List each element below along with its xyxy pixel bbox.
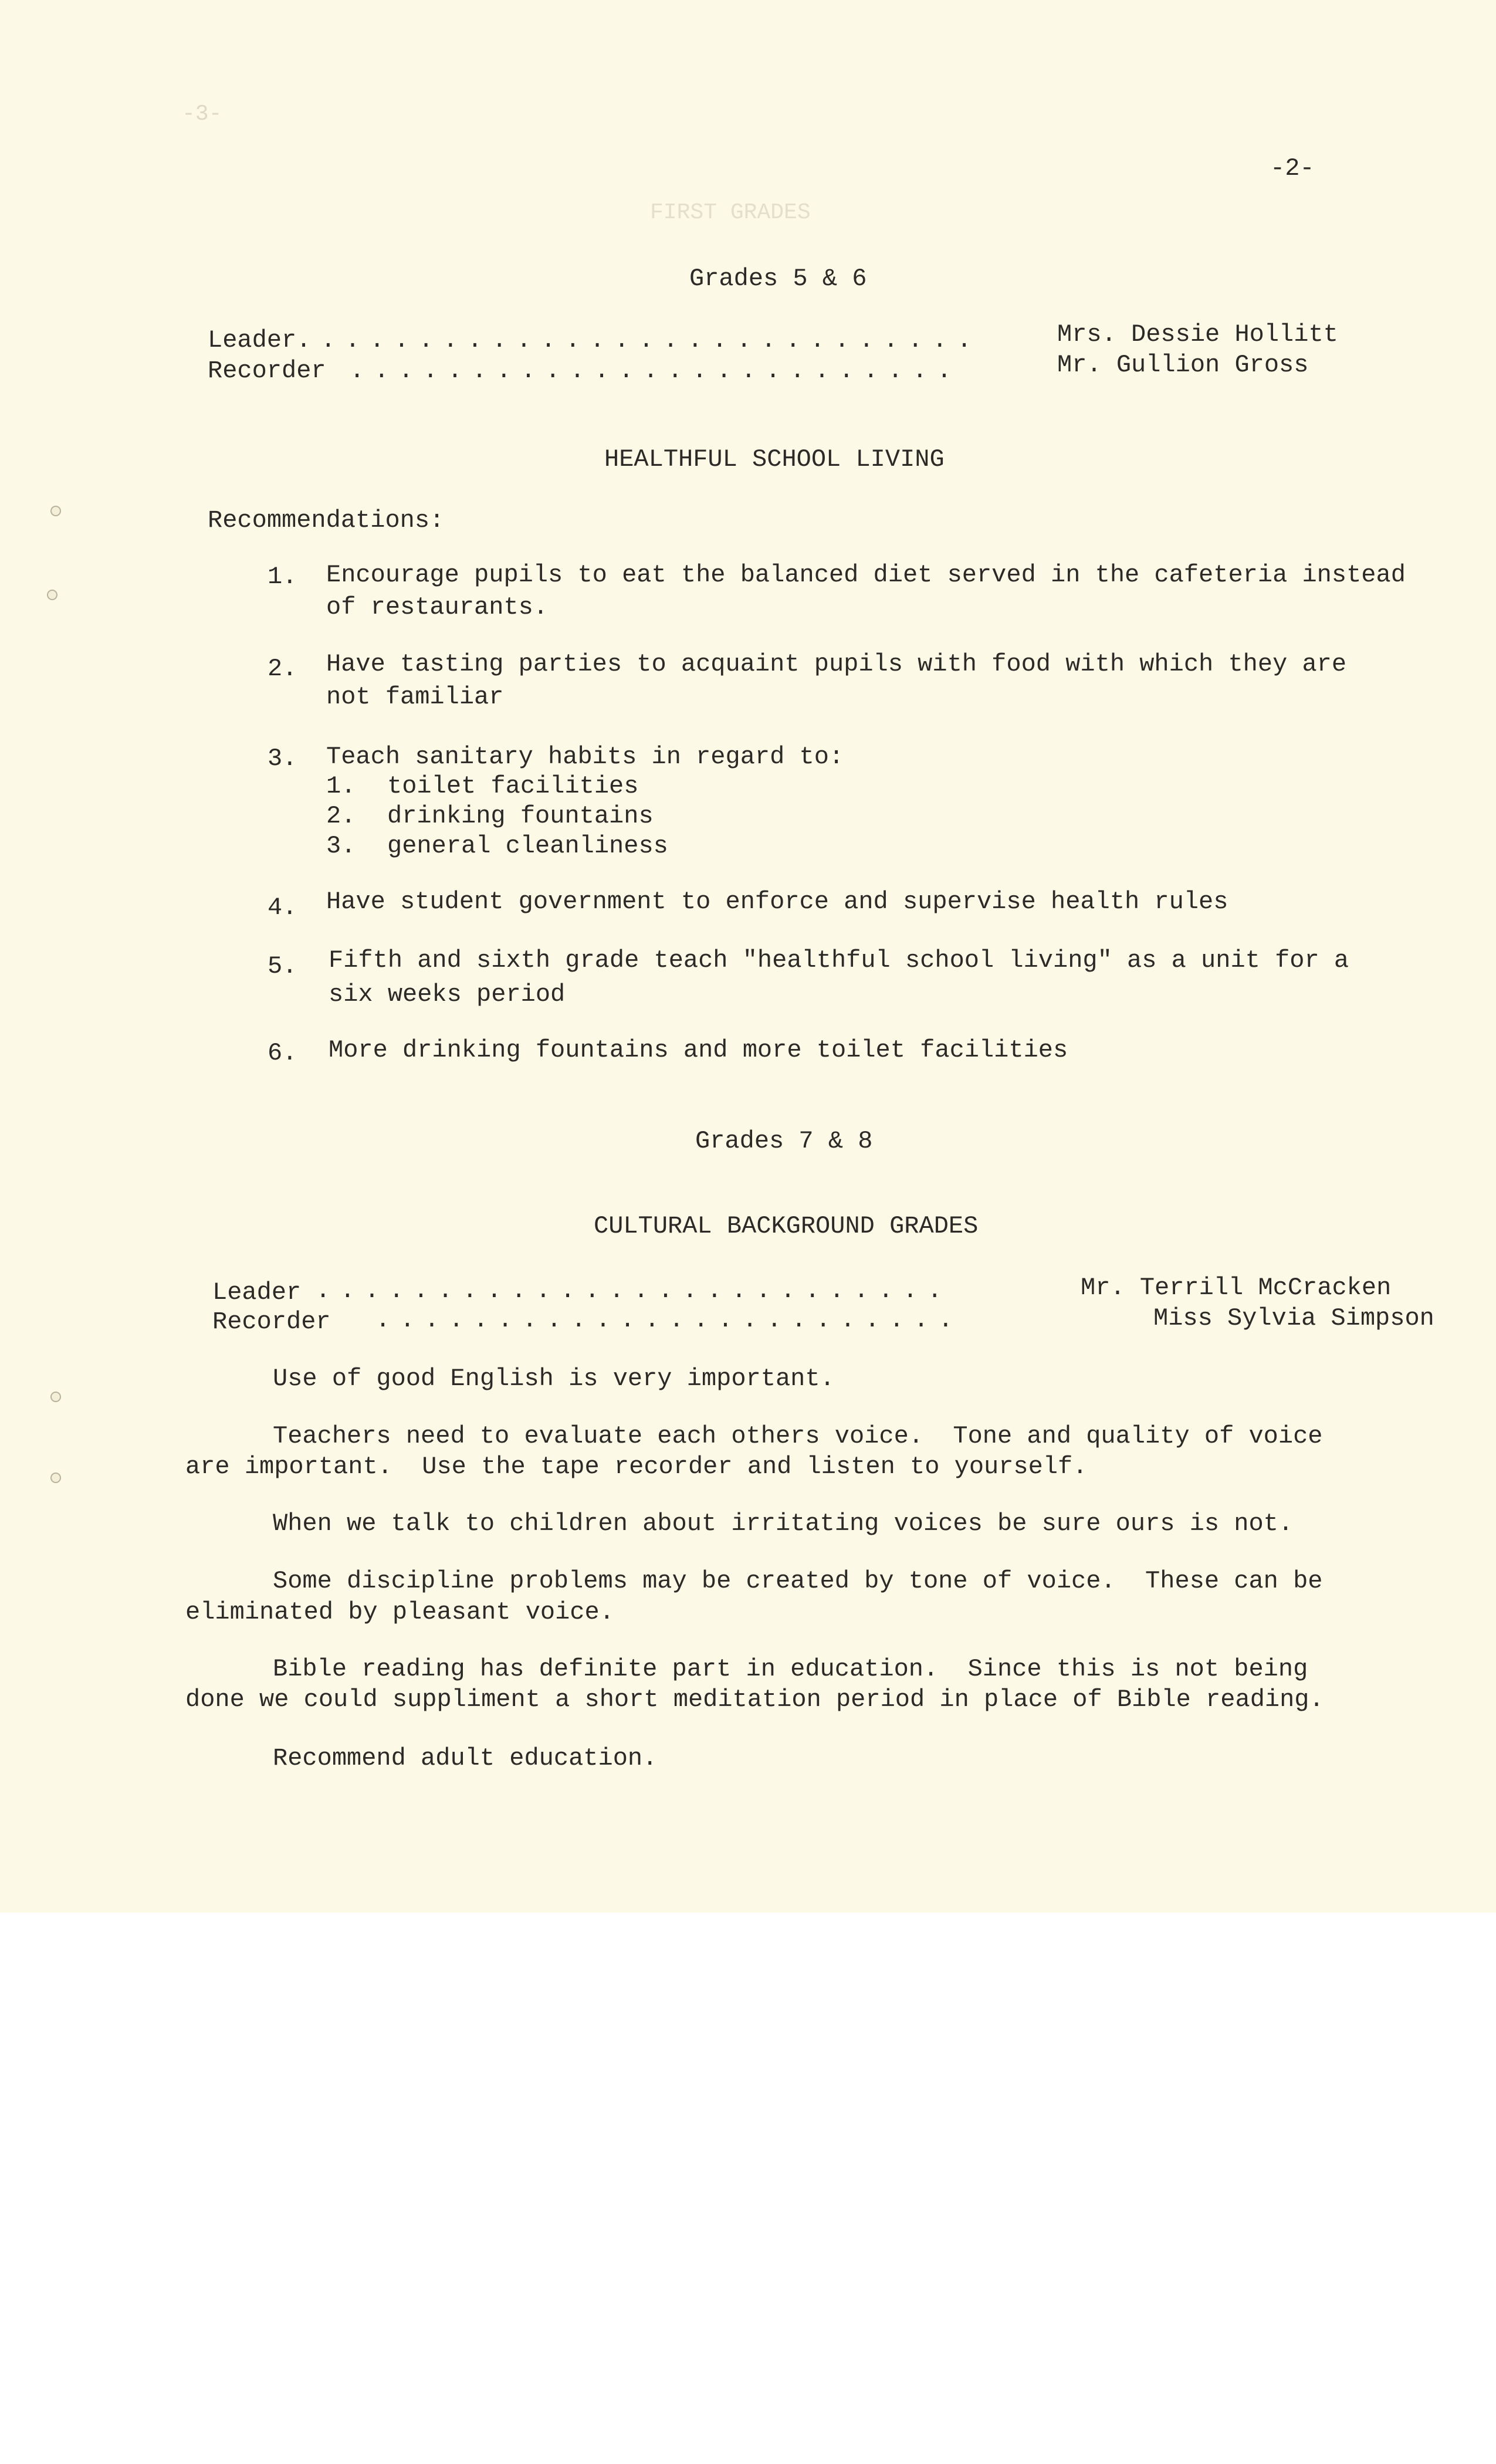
paragraph: Recommend adult education. bbox=[273, 1744, 658, 1772]
item-text: Have student government to enforce and supervise health rules bbox=[326, 888, 1228, 916]
punch-hole bbox=[50, 506, 61, 516]
item-text: Have tasting parties to acquaint pupils with food with which they are bbox=[326, 650, 1347, 678]
paragraph: Teachers need to evaluate each others voice. Tone and quality of voice bbox=[273, 1422, 1323, 1450]
recorder-label: Recorder bbox=[212, 1308, 331, 1336]
recorder-label: Recorder bbox=[208, 357, 326, 385]
punch-hole bbox=[47, 590, 57, 600]
item-number: 1. bbox=[268, 563, 297, 591]
subitem-text: drinking fountains bbox=[387, 802, 654, 830]
leader-dot-leader: .......................... bbox=[316, 1277, 952, 1305]
item-text: More drinking fountains and more toilet facilities bbox=[329, 1036, 1068, 1064]
item-text: of restaurants. bbox=[326, 593, 549, 621]
section-title: HEALTHFUL SCHOOL LIVING bbox=[604, 445, 945, 473]
item-number: 5. bbox=[268, 952, 297, 980]
bleed-through-title: FIRST GRADES bbox=[650, 200, 811, 225]
grades-heading: Grades 5 & 6 bbox=[689, 265, 867, 293]
leader-label: Leader bbox=[208, 326, 297, 354]
paragraph: eliminated by pleasant voice. bbox=[185, 1598, 614, 1626]
leader-name: Mr. Terrill McCracken bbox=[1081, 1274, 1392, 1302]
leader-label: Leader bbox=[212, 1278, 302, 1307]
subitem-text: toilet facilities bbox=[387, 772, 639, 800]
subitem-number: 2. bbox=[326, 802, 356, 830]
paragraph: Some discipline problems may be created by tone of voice. These can be bbox=[273, 1567, 1323, 1595]
item-text: Teach sanitary habits in regard to: bbox=[326, 743, 844, 771]
leader-name: Mrs. Dessie Hollitt bbox=[1057, 320, 1338, 348]
grades-heading: Grades 7 & 8 bbox=[695, 1127, 873, 1155]
paragraph: done we could suppliment a short meditation period in place of Bible reading. bbox=[185, 1685, 1324, 1714]
item-text: Fifth and sixth grade teach "healthful school living" as a unit for a bbox=[329, 946, 1349, 974]
punch-hole bbox=[50, 1392, 61, 1402]
paragraph: are important. Use the tape recorder and listen to yourself. bbox=[185, 1453, 1088, 1481]
paragraph: Use of good English is very important. bbox=[273, 1365, 835, 1393]
page-number: -2- bbox=[1270, 154, 1315, 182]
subitem-number: 1. bbox=[326, 772, 356, 800]
recorder-name: Mr. Gullion Gross bbox=[1057, 351, 1309, 379]
section-title: CULTURAL BACKGROUND GRADES bbox=[594, 1212, 979, 1240]
item-number: 3. bbox=[268, 744, 297, 773]
punch-hole bbox=[50, 1473, 61, 1483]
item-text: not familiar bbox=[326, 683, 504, 711]
subitem-number: 3. bbox=[326, 832, 356, 860]
item-number: 4. bbox=[268, 893, 297, 922]
item-number: 6. bbox=[268, 1039, 297, 1067]
item-number: 2. bbox=[268, 655, 297, 683]
recorder-dot-leader: ......................... bbox=[350, 357, 962, 385]
recommendations-label: Recommendations: bbox=[208, 506, 445, 534]
item-text: six weeks period bbox=[329, 980, 566, 1008]
paragraph: Bible reading has definite part in education. Since this is not being bbox=[273, 1655, 1308, 1683]
bleed-through-page-ref: -3- bbox=[182, 101, 222, 127]
recorder-dot-leader: ........................ bbox=[375, 1306, 963, 1334]
paragraph: When we talk to children about irritating voices be sure ours is not. bbox=[273, 1509, 1294, 1538]
subitem-text: general cleanliness bbox=[387, 832, 668, 860]
recorder-name: Miss Sylvia Simpson bbox=[1153, 1304, 1434, 1332]
leader-dot-leader: ............................ bbox=[296, 326, 981, 354]
item-text: Encourage pupils to eat the balanced diet served in the cafeteria instead bbox=[326, 561, 1406, 589]
